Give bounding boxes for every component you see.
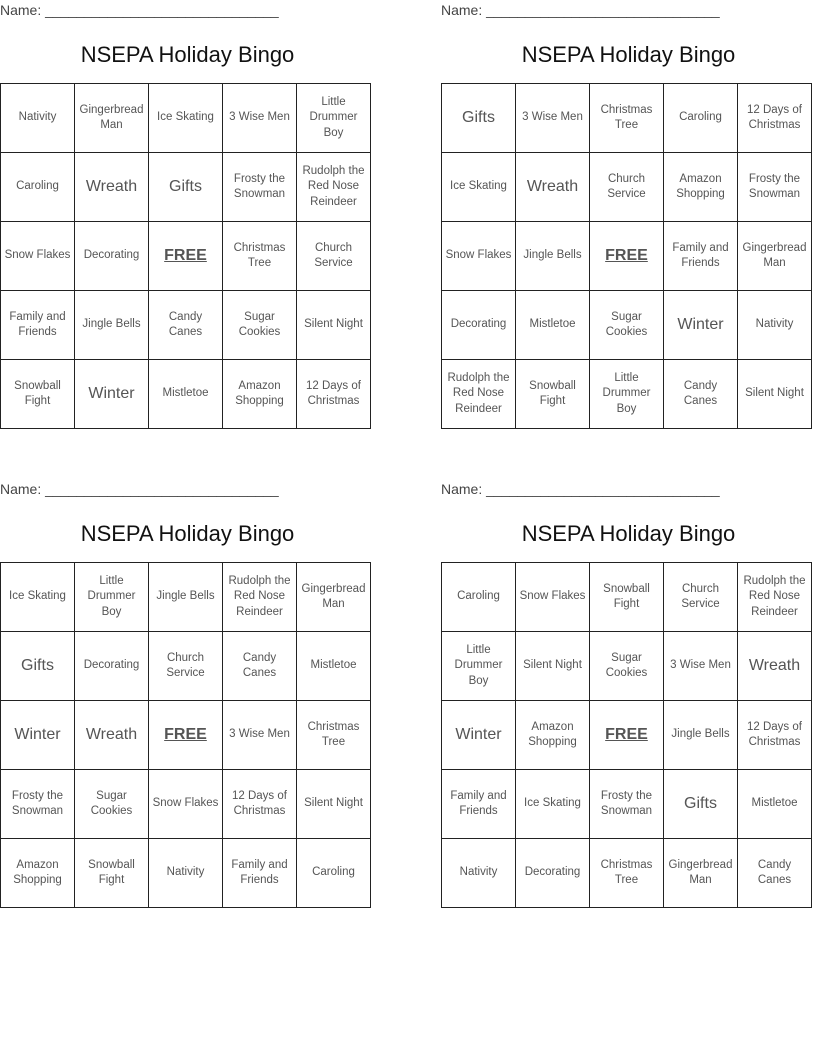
bingo-cell: Decorating <box>516 839 590 908</box>
bingo-cell: Church Service <box>149 632 223 701</box>
bingo-row <box>1 291 371 360</box>
card-title: NSEPA Holiday Bingo <box>80 42 295 67</box>
bingo-cell: Little Drummer Boy <box>297 84 371 153</box>
bingo-grid <box>441 562 812 908</box>
bingo-cell: Caroling <box>1 153 75 222</box>
bingo-row <box>442 701 812 770</box>
bingo-cell: Church Service <box>297 222 371 291</box>
bingo-cell: Ice Skating <box>149 84 223 153</box>
bingo-cell: Little Drummer Boy <box>442 632 516 701</box>
bingo-cell: Frosty the Snowman <box>590 770 664 839</box>
bingo-cell: Sugar Cookies <box>223 291 297 360</box>
bingo-cell: Candy Canes <box>664 360 738 429</box>
bingo-cell: Sugar Cookies <box>75 770 149 839</box>
bingo-cell: Jingle Bells <box>75 291 149 360</box>
bingo-cell: Jingle Bells <box>149 563 223 632</box>
bingo-row <box>1 701 371 770</box>
bingo-cell: Church Service <box>664 563 738 632</box>
bingo-cell: Frosty the Snowman <box>223 153 297 222</box>
name-line: Name: ______________________________ <box>0 2 279 18</box>
bingo-cell: Sugar Cookies <box>590 632 664 701</box>
bingo-cell: Decorating <box>75 632 149 701</box>
bingo-row <box>1 84 371 153</box>
bingo-grid <box>0 83 371 429</box>
bingo-cell: Gingerbread Man <box>664 839 738 908</box>
card-title: NSEPA Holiday Bingo <box>521 42 736 67</box>
bingo-cell: Snow Flakes <box>442 222 516 291</box>
name-line: Name: ______________________________ <box>0 481 279 497</box>
bingo-cell: Snowball Fight <box>1 360 75 429</box>
bingo-cell: 3 Wise Men <box>516 84 590 153</box>
bingo-cell: Amazon Shopping <box>664 153 738 222</box>
bingo-row <box>442 84 812 153</box>
bingo-row <box>442 632 812 701</box>
bingo-cell: 12 Days of Christmas <box>223 770 297 839</box>
bingo-cell: Christmas Tree <box>223 222 297 291</box>
bingo-cell: Decorating <box>442 291 516 360</box>
bingo-cell: Candy Canes <box>149 291 223 360</box>
bingo-cell: Mistletoe <box>297 632 371 701</box>
bingo-cell: 3 Wise Men <box>223 84 297 153</box>
bingo-cell: Little Drummer Boy <box>75 563 149 632</box>
bingo-cell: Gifts <box>664 770 738 839</box>
bingo-cell: Rudolph the Red Nose Reindeer <box>442 360 516 429</box>
bingo-cell: Ice Skating <box>442 153 516 222</box>
bingo-cell: 3 Wise Men <box>664 632 738 701</box>
bingo-cell: Sugar Cookies <box>590 291 664 360</box>
bingo-cell: Gingerbread Man <box>738 222 812 291</box>
bingo-row <box>442 770 812 839</box>
bingo-row <box>1 222 371 291</box>
bingo-cell: Snow Flakes <box>149 770 223 839</box>
bingo-row <box>1 563 371 632</box>
bingo-row <box>1 632 371 701</box>
bingo-cell: 12 Days of Christmas <box>738 84 812 153</box>
bingo-cell: Snowball Fight <box>590 563 664 632</box>
bingo-row <box>442 222 812 291</box>
bingo-row <box>442 360 812 429</box>
bingo-cell: Winter <box>664 291 738 360</box>
bingo-cell: Mistletoe <box>516 291 590 360</box>
bingo-cell: Nativity <box>442 839 516 908</box>
bingo-cell: Mistletoe <box>738 770 812 839</box>
bingo-cell: Rudolph the Red Nose Reindeer <box>223 563 297 632</box>
bingo-cell: Caroling <box>664 84 738 153</box>
bingo-cell: Winter <box>442 701 516 770</box>
bingo-cell: Snow Flakes <box>1 222 75 291</box>
bingo-cell: Amazon Shopping <box>223 360 297 429</box>
bingo-cell: Silent Night <box>297 770 371 839</box>
bingo-cell: Frosty the Snowman <box>1 770 75 839</box>
bingo-cell: Little Drummer Boy <box>590 360 664 429</box>
bingo-grid <box>441 83 812 429</box>
bingo-cell: Jingle Bells <box>664 701 738 770</box>
bingo-cell: 3 Wise Men <box>223 701 297 770</box>
bingo-cell: Amazon Shopping <box>516 701 590 770</box>
bingo-cell: Amazon Shopping <box>1 839 75 908</box>
bingo-cell: Nativity <box>149 839 223 908</box>
free-space: FREE <box>149 222 223 291</box>
bingo-cell: Ice Skating <box>516 770 590 839</box>
bingo-cell: Winter <box>75 360 149 429</box>
card-title: NSEPA Holiday Bingo <box>521 521 736 546</box>
bingo-cell: Family and Friends <box>223 839 297 908</box>
bingo-cell: Nativity <box>738 291 812 360</box>
bingo-cell: Silent Night <box>738 360 812 429</box>
bingo-cell: Church Service <box>590 153 664 222</box>
bingo-cell: Silent Night <box>297 291 371 360</box>
bingo-row <box>1 770 371 839</box>
free-space: FREE <box>590 701 664 770</box>
bingo-row <box>442 291 812 360</box>
bingo-grid <box>0 562 371 908</box>
bingo-row <box>442 563 812 632</box>
bingo-cell: Rudolph the Red Nose Reindeer <box>738 563 812 632</box>
bingo-cell: Rudolph the Red Nose Reindeer <box>297 153 371 222</box>
bingo-cell: Wreath <box>75 701 149 770</box>
bingo-cell: Gifts <box>149 153 223 222</box>
bingo-cell: Candy Canes <box>738 839 812 908</box>
bingo-cell: Family and Friends <box>664 222 738 291</box>
name-line: Name: ______________________________ <box>441 481 720 497</box>
bingo-cell: Christmas Tree <box>297 701 371 770</box>
bingo-row <box>442 153 812 222</box>
bingo-row <box>442 839 812 908</box>
bingo-cell: Snowball Fight <box>516 360 590 429</box>
card-title: NSEPA Holiday Bingo <box>80 521 295 546</box>
bingo-cell: Ice Skating <box>1 563 75 632</box>
bingo-cell: Family and Friends <box>442 770 516 839</box>
bingo-cell: Decorating <box>75 222 149 291</box>
bingo-cell: Family and Friends <box>1 291 75 360</box>
name-line: Name: ______________________________ <box>441 2 720 18</box>
bingo-cell: Mistletoe <box>149 360 223 429</box>
bingo-cell: Caroling <box>442 563 516 632</box>
bingo-cell: Gifts <box>1 632 75 701</box>
bingo-cell: Frosty the Snowman <box>738 153 812 222</box>
bingo-cell: Christmas Tree <box>590 84 664 153</box>
bingo-cell: Gingerbread Man <box>297 563 371 632</box>
free-space: FREE <box>149 701 223 770</box>
bingo-cell: Winter <box>1 701 75 770</box>
bingo-cell: Wreath <box>516 153 590 222</box>
bingo-cell: Wreath <box>75 153 149 222</box>
bingo-cell: Caroling <box>297 839 371 908</box>
bingo-cell: Snowball Fight <box>75 839 149 908</box>
bingo-cell: Jingle Bells <box>516 222 590 291</box>
free-space: FREE <box>590 222 664 291</box>
bingo-row <box>1 360 371 429</box>
bingo-cell: Silent Night <box>516 632 590 701</box>
bingo-cell: Christmas Tree <box>590 839 664 908</box>
bingo-cell: Nativity <box>1 84 75 153</box>
bingo-cell: 12 Days of Christmas <box>738 701 812 770</box>
bingo-cell: Gifts <box>442 84 516 153</box>
bingo-cell: Snow Flakes <box>516 563 590 632</box>
bingo-cell: 12 Days of Christmas <box>297 360 371 429</box>
bingo-cell: Gingerbread Man <box>75 84 149 153</box>
bingo-cell: Wreath <box>738 632 812 701</box>
bingo-row <box>1 153 371 222</box>
bingo-cell: Candy Canes <box>223 632 297 701</box>
bingo-row <box>1 839 371 908</box>
